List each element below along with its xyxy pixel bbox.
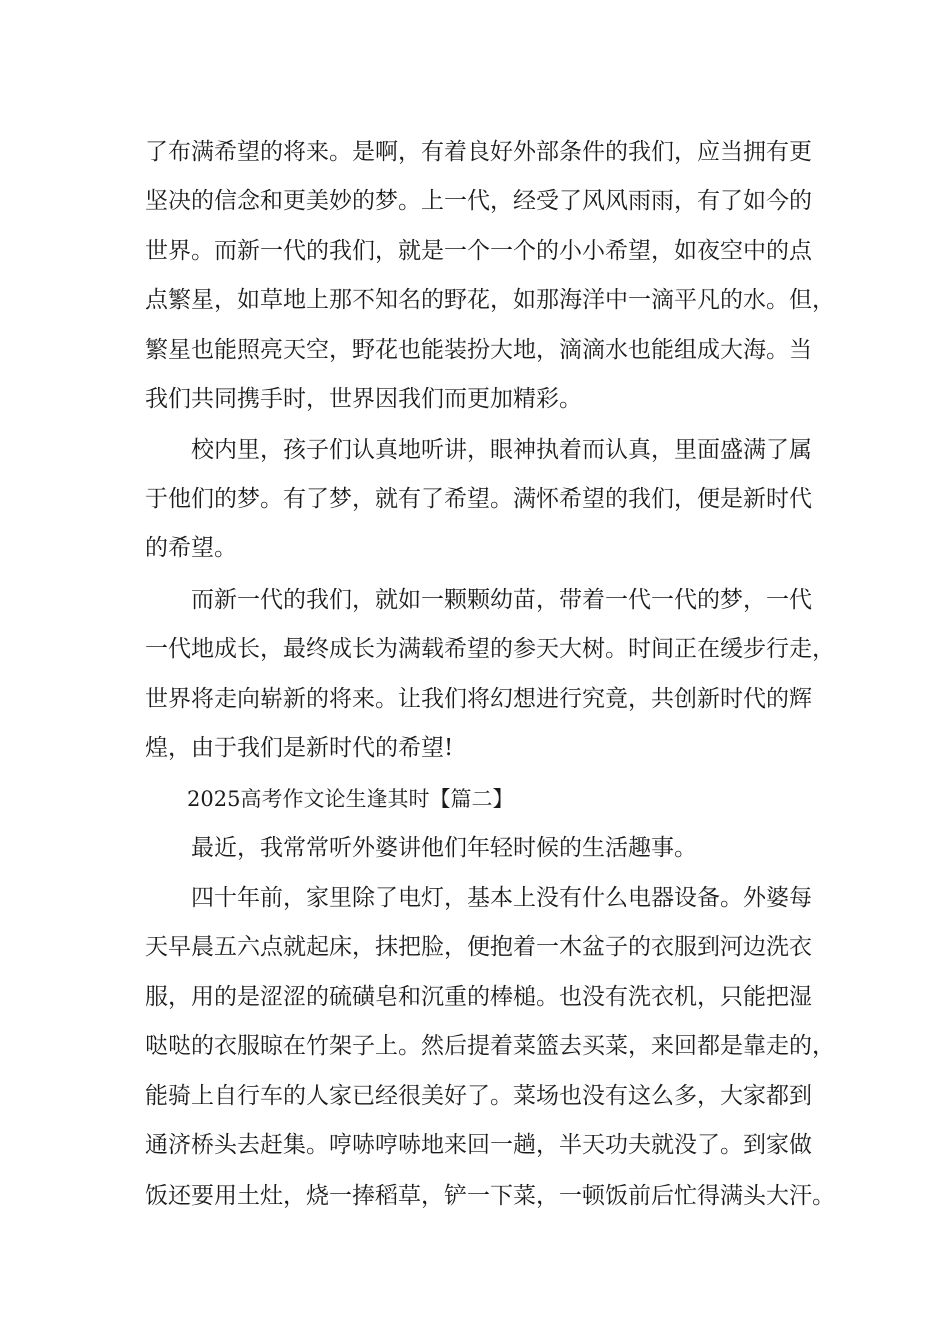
section-heading: 2025高考作文论生逢其时【篇二】	[145, 787, 514, 811]
paragraph-line: 四十年前，家里除了电灯，基本上没有什么电器设备。外婆每	[145, 885, 812, 911]
paragraph-line: 饭还要用土灶，烧一捧稻草，铲一下菜，一顿饭前后忙得满头大汗。	[145, 1183, 835, 1209]
paragraph-line: 一代地成长，最终成长为满载希望的参天大树。时间正在缓步行走，	[145, 636, 835, 662]
paragraph-line: 世界将走向崭新的将来。让我们将幻想进行究竟，共创新时代的辉	[145, 686, 812, 712]
paragraph-line: 了布满希望的将来。是啊，有着良好外部条件的我们，应当拥有更	[145, 139, 812, 165]
paragraph-line: 于他们的梦。有了梦，就有了希望。满怀希望的我们，便是新时代	[145, 486, 812, 512]
paragraph-line: 通济桥头去赶集。哼哧哼哧地来回一趟，半天功夫就没了。到家做	[145, 1132, 812, 1158]
paragraph-line: 坚决的信念和更美妙的梦。上一代，经受了风风雨雨，有了如今的	[145, 188, 812, 214]
paragraph-line: 天早晨五六点就起床，抹把脸，便抱着一木盆子的衣服到河边洗衣	[145, 934, 812, 960]
paragraph-line: 世界。而新一代的我们，就是一个一个的小小希望，如夜空中的点	[145, 238, 812, 264]
paragraph-line: 哒哒的衣服晾在竹架子上。然后提着菜篮去买菜，来回都是靠走的，	[145, 1033, 835, 1059]
paragraph-line: 我们共同携手时，世界因我们而更加精彩。	[145, 386, 582, 412]
paragraph-line: 能骑上自行车的人家已经很美好了。菜场也没有这么多，大家都到	[145, 1083, 812, 1109]
paragraph-line: 点繁星，如草地上那不知名的野花，如那海洋中一滴平凡的水。但，	[145, 287, 835, 313]
paragraph-line: 而新一代的我们，就如一颗颗幼苗，带着一代一代的梦，一代	[145, 587, 812, 613]
paragraph-line: 最近，我常常听外婆讲他们年轻时候的生活趣事。	[145, 835, 697, 861]
paragraph-line: 的希望。	[145, 535, 237, 561]
paragraph-line: 服，用的是涩涩的硫磺皂和沉重的棒槌。也没有洗衣机，只能把湿	[145, 984, 812, 1010]
paragraph-line: 繁星也能照亮天空，野花也能装扮大地，滴滴水也能组成大海。当	[145, 337, 812, 363]
paragraph-line: 校内里，孩子们认真地听讲，眼神执着而认真，里面盛满了属	[145, 437, 812, 463]
paragraph-line: 煌，由于我们是新时代的希望!	[145, 735, 454, 761]
